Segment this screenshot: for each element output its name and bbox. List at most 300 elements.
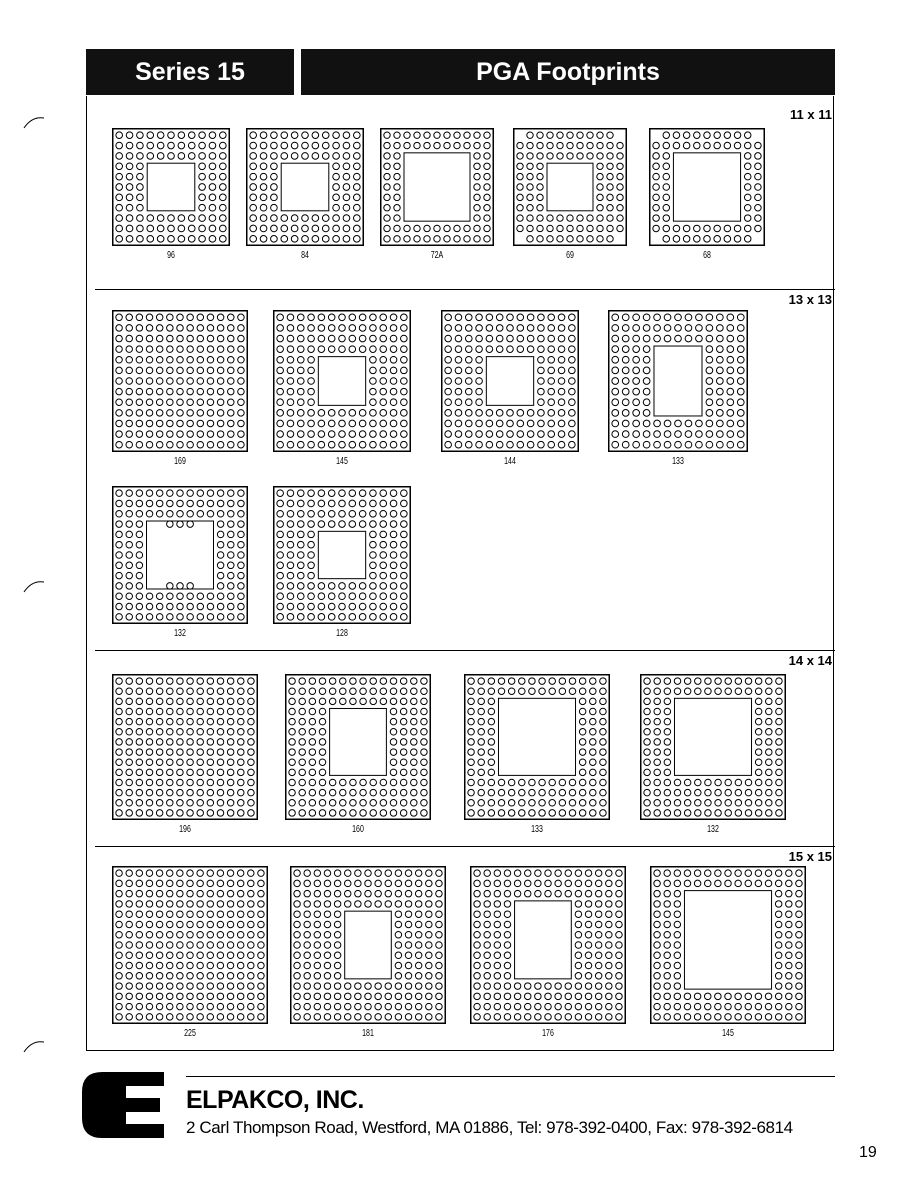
pin [248,800,254,806]
pin [227,962,233,968]
pin [421,708,427,714]
pin [177,583,183,589]
pin [434,142,440,148]
pin [616,993,622,999]
pin [248,708,254,714]
pin [136,759,142,765]
pin [496,441,503,448]
pin [673,142,680,149]
pin [622,367,629,374]
pin [727,431,734,438]
pin [395,952,401,958]
pin [519,789,525,795]
pin [529,779,535,785]
pin [228,441,234,447]
pin [126,678,132,684]
pin-count-label: 96 [167,250,175,261]
pin [126,163,133,170]
pin [260,142,267,149]
pin [755,215,762,222]
pin [350,810,356,816]
pin [569,789,575,795]
pin [421,800,427,806]
pin [156,810,162,816]
pin [126,562,132,568]
pin [308,490,315,497]
pin [504,901,510,907]
pin [549,810,555,816]
pin [535,993,541,999]
pin [674,921,680,927]
pin [654,779,660,785]
pin [424,132,430,138]
pin [260,153,267,160]
pin [474,993,480,999]
pin [644,749,650,755]
pin [126,215,133,222]
pin [297,521,304,528]
pin [575,942,581,948]
pin [537,184,543,190]
pin [455,356,462,363]
pin [324,901,330,907]
pin [766,729,772,735]
pin [674,779,680,785]
pin [547,225,553,231]
pin [579,749,585,755]
pin [654,431,661,438]
pin [199,163,206,170]
pin [217,490,223,496]
pin [737,378,744,385]
pin [474,911,480,917]
pin [724,225,731,232]
pin [271,173,278,180]
pin [146,901,152,907]
pin [565,880,571,886]
pin [653,194,660,201]
pin [704,142,711,149]
pin [146,759,152,765]
pin [297,388,304,395]
pin [291,215,298,222]
pin [401,399,408,406]
pin [529,678,535,684]
pin [715,800,721,806]
pin [156,1003,162,1009]
pin [126,911,132,917]
pin [277,314,284,321]
pin [401,441,408,448]
pin [146,911,152,917]
pin [694,1014,700,1020]
pin [745,800,751,806]
pin [126,132,133,139]
pin [199,142,206,149]
pin [297,552,304,559]
pin [136,718,142,724]
pin [209,236,216,243]
pin [694,236,701,243]
pin [696,335,703,342]
pin [177,901,183,907]
pin [745,1014,751,1020]
pin [137,204,144,211]
pin [187,1003,193,1009]
pin [535,890,541,896]
pin [380,583,387,590]
pin [565,870,571,876]
pin [380,593,387,600]
pin [517,184,523,190]
pin [187,880,193,886]
pin [375,880,381,886]
pin-count-label: 132 [174,628,186,639]
pin [527,420,534,427]
pin [340,810,346,816]
pin-count-label: 72A [430,250,444,261]
pin [287,552,294,559]
pin [250,153,257,160]
pin [156,880,162,886]
pin [156,378,162,384]
pin [287,346,294,353]
pin [547,153,553,159]
pin [319,688,325,694]
pin [349,583,356,590]
pin [575,973,581,979]
pin [359,431,366,438]
pin [248,779,254,785]
pin [496,346,503,353]
pin [156,314,162,320]
pin [654,1014,660,1020]
pin [694,1003,700,1009]
pin [199,194,206,201]
pin [238,431,244,437]
pin [308,572,315,579]
pin [606,973,612,979]
pin [644,739,650,745]
page-number: 19 [859,1144,877,1161]
pin [359,335,366,342]
pin [314,921,320,927]
pin [167,688,173,694]
pin [359,521,366,528]
pin [455,441,462,448]
pin [654,810,660,816]
pin [248,1014,254,1020]
pin [156,603,162,609]
pin [309,769,315,775]
pin [314,962,320,968]
pin [622,325,629,332]
pin [228,325,234,331]
pin [401,335,408,342]
pin [227,739,233,745]
pin [527,441,534,448]
pin [355,1003,361,1009]
pin [529,688,535,694]
pin [776,718,782,724]
pin [187,810,193,816]
pin [559,810,565,816]
pin [474,236,480,242]
pin [344,993,350,999]
pin [340,678,346,684]
pin [187,688,193,694]
pin [116,983,122,989]
pin [504,931,510,937]
pin [380,441,387,448]
pin [725,1014,731,1020]
pin [549,789,555,795]
pin [585,890,591,896]
pin [715,810,721,816]
pin [606,952,612,958]
pin [474,225,480,231]
pin [287,356,294,363]
pin [146,357,152,363]
pin [177,399,183,405]
pin [654,749,660,755]
pin [395,983,401,989]
pin [685,431,692,438]
pin [400,698,406,704]
pin [329,698,335,704]
pin [167,583,173,589]
footprint-outline [514,129,627,246]
pin [507,335,514,342]
pin [177,1014,183,1020]
pin [304,880,310,886]
pin [146,325,152,331]
pin [237,921,243,927]
pin [454,132,460,138]
pin [197,490,203,496]
pin [146,593,152,599]
pin [519,810,525,816]
pin [537,142,543,148]
pin [167,729,173,735]
pin [167,399,173,405]
pin [585,911,591,917]
pin [755,678,761,684]
pin [400,718,406,724]
pin [238,346,244,352]
pin [436,911,442,917]
footprint-pin-grid [608,310,748,452]
pin [187,1014,193,1020]
pin [445,356,452,363]
pin [343,153,350,160]
cavity-outline [318,531,365,578]
pin [277,356,284,363]
pin [168,236,175,243]
pin [116,800,122,806]
pin [464,142,470,148]
pin [370,388,377,395]
pin [312,153,319,160]
pin [445,335,452,342]
pin [217,410,223,416]
pin [537,173,543,179]
pin [177,698,183,704]
pin [643,335,650,342]
pin [136,749,142,755]
pin [294,890,300,896]
pin [187,367,193,373]
pin [590,749,596,755]
pin [595,901,601,907]
pin [455,325,462,332]
pin [217,314,223,320]
pin [304,931,310,937]
pin [664,420,671,427]
pin [786,983,792,989]
pin [248,769,254,775]
pin [597,163,603,169]
pin [654,678,660,684]
pin [569,410,576,417]
pin [227,769,233,775]
pin [776,789,782,795]
pin [207,410,213,416]
pin [612,325,619,332]
pin [227,810,233,816]
pin [299,769,305,775]
pin [291,236,298,243]
pin [569,367,576,374]
pin [217,593,223,599]
pin [168,225,175,232]
pin [538,431,545,438]
pin [685,335,692,342]
pin [220,225,227,232]
pin [590,739,596,745]
pin [116,346,122,352]
pin [606,890,612,896]
pin [217,870,223,876]
pin [395,942,401,948]
pin [484,184,490,190]
pin [468,789,474,795]
pin [405,993,411,999]
pin [207,490,213,496]
pin [207,729,213,735]
pin [339,510,346,517]
pin [116,890,122,896]
pin [126,236,133,243]
pin [704,1014,710,1020]
pin [238,739,244,745]
pin [340,779,346,785]
pin [126,890,132,896]
pin [136,441,142,447]
pin [524,983,530,989]
pin [400,769,406,775]
pin [207,993,213,999]
pin [370,541,377,548]
pin [494,870,500,876]
pin [545,880,551,886]
pin [228,410,234,416]
pin [156,739,162,745]
pin [725,678,731,684]
pin [287,335,294,342]
pin [156,511,162,517]
pin [444,236,450,242]
pin [136,410,142,416]
pin [277,603,284,610]
pin [304,901,310,907]
pin [684,993,690,999]
pin [380,335,387,342]
pin [776,698,782,704]
pin [537,132,543,138]
pin [488,769,494,775]
pin [166,890,172,896]
pin [579,810,585,816]
pin [187,593,193,599]
pin [116,325,122,331]
pin [539,810,545,816]
pin [308,614,315,621]
pin [415,911,421,917]
pin [796,942,802,948]
pin [370,789,376,795]
pin [390,531,397,538]
pin [380,603,387,610]
pin [401,603,408,610]
pin [168,215,175,222]
pin [350,779,356,785]
cavity-outline [330,708,387,775]
pin [622,356,629,363]
pin [116,739,122,745]
pga-footprint [112,674,258,838]
pin [395,931,401,937]
pin [405,1003,411,1009]
pin [349,593,356,600]
pin [421,810,427,816]
pin [250,173,257,180]
footprint-outline [113,675,258,820]
pin [146,346,152,352]
pin [294,993,300,999]
pin [478,810,484,816]
pin [314,870,320,876]
pin [535,1003,541,1009]
pin [524,993,530,999]
pin [465,378,472,385]
pin [287,572,294,579]
pin [455,431,462,438]
pin [390,583,397,590]
pin [355,983,361,989]
pin [549,688,555,694]
pin [197,399,203,405]
pin [197,993,203,999]
pin [555,890,561,896]
pin [484,911,490,917]
pin [579,769,585,775]
pin [494,901,500,907]
pin [494,993,500,999]
pin [177,614,183,620]
pin [314,952,320,958]
pin [228,521,234,527]
